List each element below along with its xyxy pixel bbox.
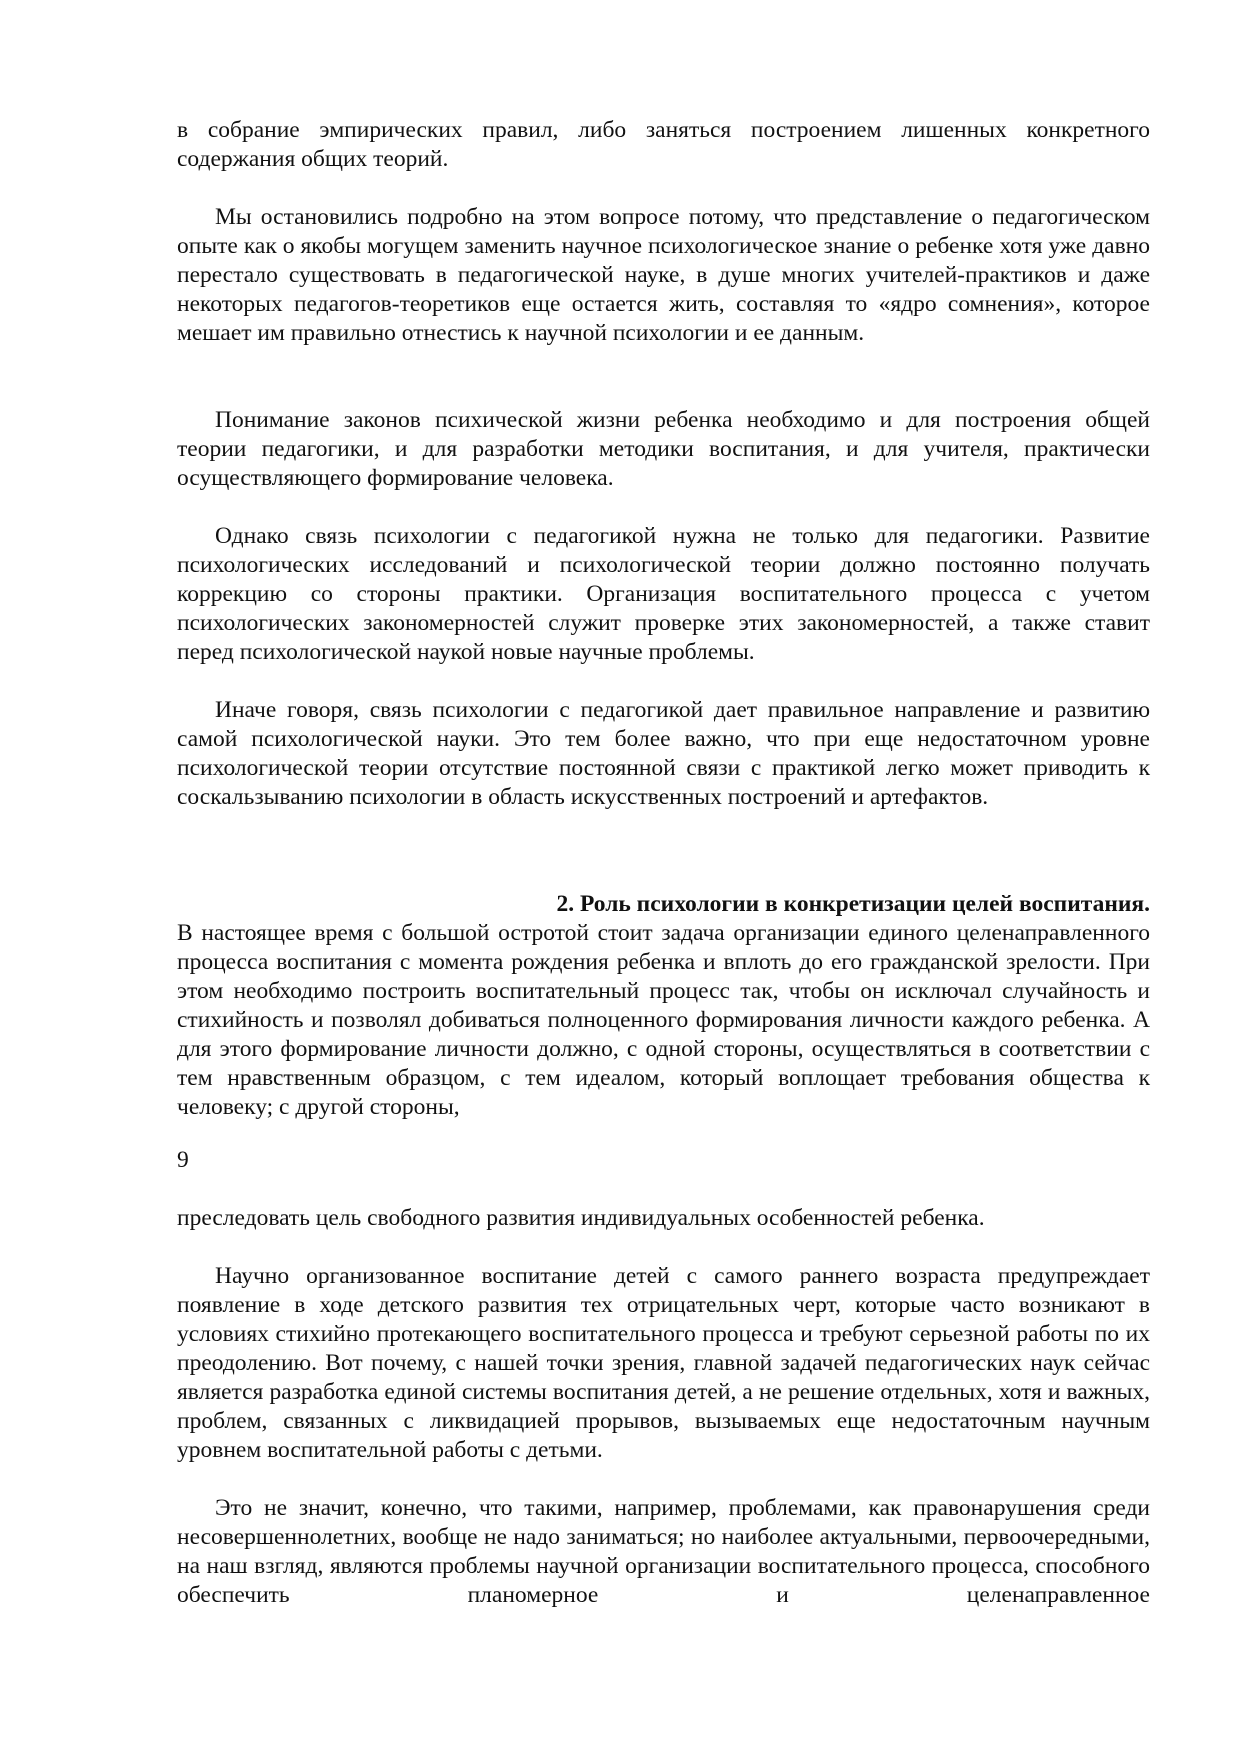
paragraph-continuation: в собрание эмпирических правил, либо заняться построением лишенных конкретного содержания общих теорий.: [177, 117, 1150, 172]
paragraph-in-other-words: Иначе говоря, связь психологии с педагогикой дает правильное направление и развитию самой психологической науки. Это тем более важно, что при еще недостаточном уровне психологической теории отсутствие постоянной связи с практикой легко может приводить к соскальзыванию психологии в область искусственных построений и артефактов.: [177, 697, 1150, 810]
paragraph-block: [177, 1204, 1150, 1233]
paragraph-scientific-upbringing: Научно организованное воспитание детей с самого раннего возраста предупреждает появление в ходе детского развития тех отрицательных черт, которые часто возникают в условиях стихийно протекающего воспитательного процесса и требуют серьезной работы по их преодолению. Вот почему, с нашей точки зрения, главной задачей педагогических наук сейчас является разработка единой системы воспитания детей, а не решение отдельных, хотя и важных, проблем, связанных с ликвидацией прорывов, вызываемых еще недостаточным научным уровнем воспитательной работы с детьми.: [177, 1263, 1150, 1463]
paragraph-block: [177, 203, 1150, 348]
paragraph-block: [177, 696, 1150, 812]
paragraph-understanding-laws: Понимание законов психической жизни ребенка необходимо и для построения общей теории педагогики, и для разработки методики воспитания, и для учителя, практически осуществляющего формирование человека.: [177, 407, 1150, 491]
paragraph-block: [177, 406, 1150, 493]
paragraph-block: [177, 1262, 1150, 1465]
paragraph-block: [177, 522, 1150, 667]
paragraph-pedagogical-experience: Мы остановились подробно на этом вопросе потому, что представление о педагогическом опыте как о якобы могущем заменить научное психологическое знание о ребенке хотя уже давно перестало существовать в педагогической науке, в душе многих учителей-практиков и даже некоторых педагогов-теоретиков еще остается жить, составляя то «ядро сомнения», которое мешает им правильно отнестись к научной психологии и ее данным.: [177, 204, 1150, 346]
section-heading: 2. Роль психологии в конкретизации целей воспитания.: [556, 891, 1150, 917]
paragraph-block: [177, 1494, 1150, 1610]
paragraph-psychology-pedagogy-link: Однако связь психологии с педагогикой нужна не только для педагогики. Развитие психологических исследований и психологической теории должно постоянно получать коррекцию со стороны практики. Организация воспитательного процесса с учетом психологических закономерностей служит проверке этих закономерностей, а также ставит перед психологической наукой новые научные проблемы.: [177, 523, 1150, 665]
paragraph-block: [177, 919, 1150, 1122]
paragraph-continuation-after-break: преследовать цель свободного развития индивидуальных особенностей ребенка.: [177, 1205, 985, 1231]
paragraph-current-task: В настоящее время с большой остротой стоит задача организации единого целенаправленного процесса воспитания с момента рождения ребенка и вплоть до его гражданской зрелости. При этом необходимо построить воспитательный процесс так, чтобы он исключал случайность и стихийность и позволял добиваться полноценного формирования личности каждого ребенка. А для этого формирование личности должно, с одной стороны, осуществляться в соответствии с тем нравственным образцом, с тем идеалом, который воплощает требования общества к человеку; с другой стороны,: [177, 920, 1150, 1120]
paragraph-offenses-minors: Это не значит, конечно, что такими, например, проблемами, как правонарушения среди несовершеннолетних, вообще не надо заниматься; но наиболее актуальными, первоочередными, на наш взгляд, являются проблемы научной организации воспитательного процесса, способного обеспечить планомерное и целенаправленное: [177, 1495, 1150, 1608]
paragraph-block: [177, 116, 1150, 174]
section-heading-block: [177, 890, 1150, 919]
page-number: 9: [177, 1147, 189, 1173]
